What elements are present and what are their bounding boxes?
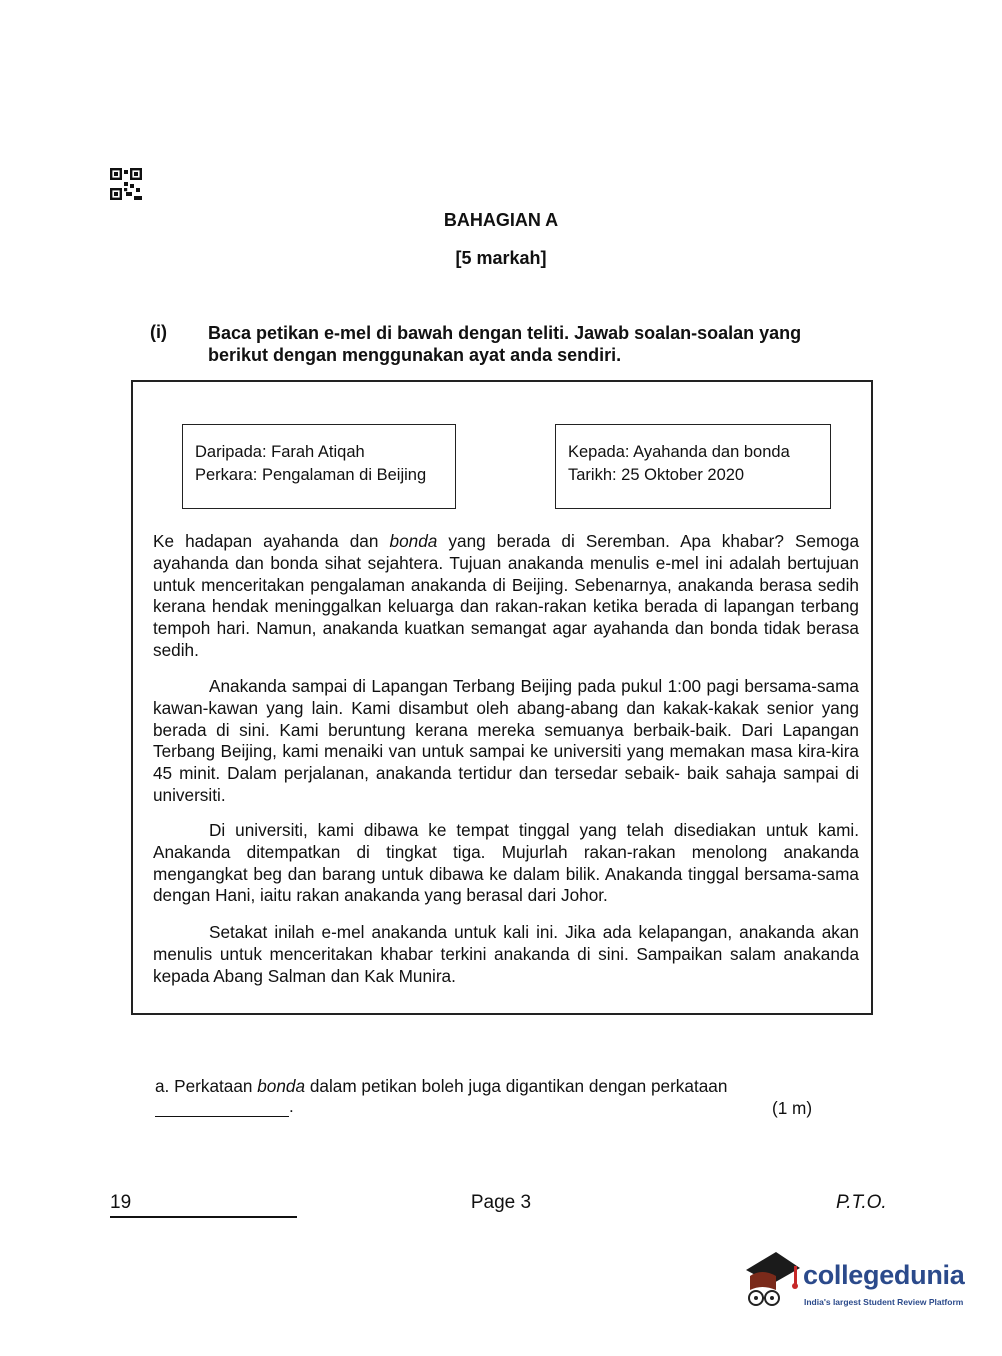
email-date: Tarikh: 25 Oktober 2020 <box>568 466 745 484</box>
instruction-text: Baca petikan e-mel di bawah dengan teliti. Jawab soalan-soalan yang berikut dengan menggunakan ayat anda sendiri. <box>208 323 802 365</box>
question-a-marks: (1 m) <box>772 1098 813 1118</box>
answer-end-mark: . <box>289 1097 294 1116</box>
section-title: BAHAGIAN A <box>443 210 559 230</box>
email-header-to-box <box>555 424 831 509</box>
footer-page-number: Page 3 <box>470 1192 532 1213</box>
email-to: Kepada: Ayahanda dan bonda <box>568 443 790 461</box>
footer-pto: P.T.O. <box>836 1192 887 1213</box>
footer-underline <box>110 1216 297 1218</box>
email-paragraph-3: Di universiti, kami dibawa ke tempat tinggal yang telah disediakan untuk kami. Anakanda ditempatkan di tingkat tiga. Mujurlah rakan-rakan menolong anakanda mengangkat beg dan barang untuk dibawa ke dalam bilik. Anakanda tinggal bersama-sama dengan Hani, iaitu rakan anakanda yang berasal dari Johor. <box>153 820 859 906</box>
email-paragraph-2: Anakanda sampai di Lapangan Terbang Beijing pada pukul 1:00 pagi bersama-sama kawan-kawan yang lain. Kami disambut oleh abang-abang dan kakak-kakak senior yang berada di sini. Kami beruntung kerana mereka semuanya berbaik-baik. Dari Lapangan Terbang Beijing, kami menaiki van untuk sampai ke universiti yang memakan masa kira-kira 45 minit. Dalam perjalanan, anakanda tertidur dan tersedar sebaik- baik sahaja sampai di universiti. <box>153 676 859 805</box>
email-paragraph-4: Setakat inilah e-mel anakanda untuk kali ini. Jika ada kelapangan, anakanda akan menulis untuk menceritakan khabar terkini anakanda di sini. Sampaikan salam anakanda kepada Abang Salman dan Kak Munira. <box>153 922 859 986</box>
email-header-from-box <box>182 424 456 509</box>
email-paragraph-1: Ke hadapan ayahanda dan bonda yang berada di Seremban. Apa khabar? Semoga ayahanda dan bonda sihat sejahtera. Tujuan anakanda menulis e-mel ini adalah bertujuan untuk menceritakan pengalaman anakanda di Beijing. Sebenarnya, anakanda berasa sedih kerana hendak meninggalkan keluarga dan rakan-rakan ketika berada di lapangan terbang tempoh hari. Namun, anakanda kuatkan semangat agar ayahanda dan bonda tidak berasa sedih. <box>153 531 859 660</box>
email-from: Daripada: Farah Atiqah <box>195 443 365 461</box>
section-marks: [5 markah] <box>455 248 547 268</box>
collegedunia-tagline: India's largest Student Review Platform <box>804 1297 964 1307</box>
email-subject: Perkara: Pengalaman di Beijing <box>195 466 427 484</box>
qr-code-icon <box>110 168 142 200</box>
collegedunia-mascot-icon <box>742 1248 804 1314</box>
question-a-text: a. Perkataan bonda dalam petikan boleh juga digantikan dengan perkataan <box>155 1076 728 1096</box>
footer-code: 19 <box>110 1192 132 1213</box>
question-number: (i) <box>150 322 167 342</box>
answer-blank[interactable] <box>155 1096 289 1117</box>
collegedunia-brand: collegedunia <box>803 1260 965 1290</box>
